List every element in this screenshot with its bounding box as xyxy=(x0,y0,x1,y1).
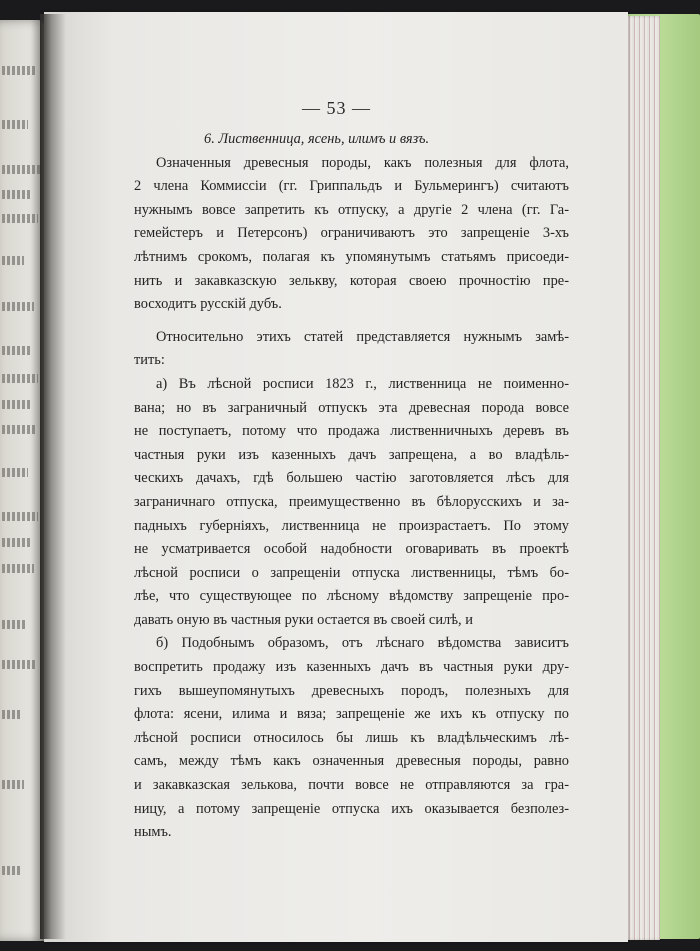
text-line: лѣсной росписи о запрещеніи отпуска лиственницы, тѣмъ бо- xyxy=(134,564,569,581)
text-line: лѣе, что существующее по лѣсному вѣдомству запрещеніе про- xyxy=(134,588,569,605)
text-line: нить и закавказскую зелькву, которая своею прочностію пре- xyxy=(134,272,569,289)
book-page xyxy=(44,12,628,942)
text-line: б) Подобнымъ образомъ, отъ лѣснаго вѣдомства зависитъ xyxy=(156,635,569,652)
text-line: вана; но въ заграничный отпускъ эта древесная порода вовсе xyxy=(134,399,569,416)
book-gutter-shadow xyxy=(40,14,66,939)
text-line: лѣсной росписи относилось бы лишь къ владѣльческимъ лѣ- xyxy=(134,729,569,746)
text-line: заграничнаго отпуска, преимущественно въ бѣлорусскихъ и за- xyxy=(134,493,569,510)
text-line: и закавказская зелькова, почти вовсе не отправляются за гра- xyxy=(134,777,569,794)
text-line: лѣтнимъ срокомъ, полагая къ упомянутымъ статьямъ присоеди- xyxy=(134,248,569,265)
text-line: Означенныя древесныя породы, какъ полезныя для флота, xyxy=(156,154,569,171)
text-line: давать оную въ частныя руки остается въ своей силѣ, и xyxy=(134,611,473,628)
text-line: флота: ясени, илима и вяза; запрещеніе же ихъ къ отпуску по xyxy=(134,706,569,723)
text-line: восходитъ русскій дубъ. xyxy=(134,296,282,313)
text-line: а) Въ лѣсной росписи 1823 г., лиственница не поименно- xyxy=(156,375,569,392)
text-line: нужнымъ вовсе запретить къ отпуску, а другіе 2 члена (гг. Га- xyxy=(134,201,569,218)
page-body-text xyxy=(134,128,569,845)
text-line: падныхъ губерніяхъ, лиственница не произрастаетъ. По этому xyxy=(134,517,569,534)
text-line: тить: xyxy=(134,352,165,369)
text-line: ницу, а потому запрещеніе отпуска ихъ оказывается безполез- xyxy=(134,800,569,817)
text-line: 2 члена Коммиссіи (гг. Гриппальдъ и Бульмерингъ) считаютъ xyxy=(134,178,569,195)
text-line: воспретить продажу изъ казенныхъ дачъ въ частныя руки дру- xyxy=(134,659,569,676)
text-line: частныя руки изъ казенныхъ дачъ запрещена, а во владѣль- xyxy=(134,446,569,463)
text-line: Относительно этихъ статей представляется нужнымъ замѣ- xyxy=(156,328,569,345)
text-line: гихъ вышеупомянутыхъ древесныхъ породъ, полезныхъ для xyxy=(134,682,569,699)
text-line: не поступаетъ, потому что продажа лиственничныхъ деревъ въ xyxy=(134,423,569,440)
left-page-fragment xyxy=(0,20,44,941)
page-number: — 53 — xyxy=(302,98,371,118)
text-line: не усматривается особой надобности оговаривать въ проектѣ xyxy=(134,541,569,558)
text-line: нымъ. xyxy=(134,824,172,841)
text-line: ческихъ дачахъ, гдѣ большею частію заготовляется лѣсъ для xyxy=(134,470,569,487)
text-line: гемейстеръ и Петерсонъ) ограничиваютъ это запрещеніе 3-хъ xyxy=(134,225,569,242)
section-heading: 6. Лиственница, ясень, илимъ и вязъ. xyxy=(204,131,430,147)
text-line: самъ, между тѣмъ какъ означенныя древесныя породы, равно xyxy=(134,753,569,770)
